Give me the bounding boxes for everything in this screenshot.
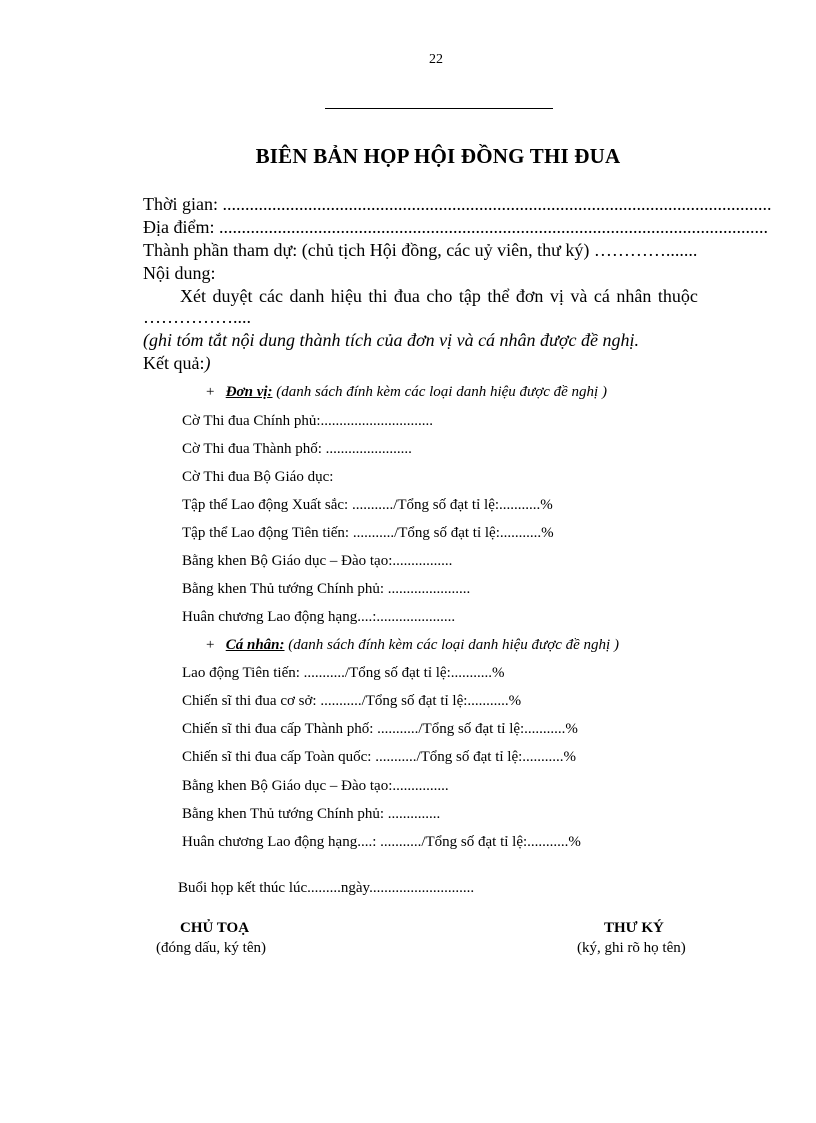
unit-note: (danh sách đính kèm các loại danh hiệu được đề nghị ) xyxy=(272,384,607,400)
unit-item: Huân chương Lao động hạng....:..................... xyxy=(182,609,456,625)
chair-note: (đóng dấu, ký tên) xyxy=(156,940,266,956)
result-paren: ) xyxy=(204,353,211,373)
individual-item: Bằng khen Bộ Giáo dục – Đào tạo:............... xyxy=(182,778,449,794)
place-line: Địa điểm: .......................................................................................................................... xyxy=(143,217,768,237)
summary-note: (ghi tóm tắt nội dung thành tích của đơn vị và cá nhân được đề nghị. xyxy=(143,330,639,350)
individual-item: Lao động Tiên tiến: .........../Tổng số đạt tỉ lệ:...........% xyxy=(182,665,505,681)
unit-heading: Đơn vị: xyxy=(225,384,273,400)
unit-section-heading xyxy=(206,384,607,401)
page-title: BIÊN BẢN HỌP HỘI ĐỒNG THI ĐUA xyxy=(255,144,621,168)
individual-item: Chiến sĩ thi đua cấp Thành phố: .........../Tổng số đạt tỉ lệ:...........% xyxy=(182,721,578,737)
secretary-note: (ký, ghi rõ họ tên) xyxy=(577,940,686,956)
review-dots: …………….... xyxy=(143,307,251,327)
closing-line: Buổi họp kết thúc lúc.........ngày............................ xyxy=(178,880,475,896)
individual-item: Bằng khen Thủ tướng Chính phủ: .............. xyxy=(182,806,441,822)
secretary-title: THƯ KÝ xyxy=(604,920,664,936)
unit-item: Cờ Thi đua Bộ Giáo dục: xyxy=(182,469,334,485)
result-label: Kết quả: xyxy=(143,353,205,373)
content-label: Nội dung: xyxy=(143,263,216,283)
unit-item: Bằng khen Thủ tướng Chính phủ: ...................... xyxy=(182,581,471,597)
unit-item: Cờ Thi đua Thành phố: ....................... xyxy=(182,441,412,457)
individual-item: Chiến sĩ thi đua cấp Toàn quốc: .........../Tổng số đạt tỉ lệ:...........% xyxy=(182,749,577,765)
individual-item: Huân chương Lao động hạng....: .........../Tổng số đạt tỉ lệ:...........% xyxy=(182,834,581,850)
individual-item: Chiến sĩ thi đua cơ sở: .........../Tổng số đạt tỉ lệ:...........% xyxy=(182,693,522,709)
result-line xyxy=(143,353,210,374)
unit-plus: + xyxy=(206,384,215,400)
chair-title: CHỦ TOẠ xyxy=(180,920,250,936)
page-number: 22 xyxy=(429,52,443,67)
unit-item: Tập thể Lao động Xuất sắc: .........../Tổng số đạt tỉ lệ:...........% xyxy=(182,497,553,513)
individual-section-heading xyxy=(206,637,619,654)
individual-note: (danh sách đính kèm các loại danh hiệu được đề nghị ) xyxy=(284,637,619,653)
individual-plus: + xyxy=(206,637,215,653)
participants-line: Thành phần tham dự: (chủ tịch Hội đồng, các uỷ viên, thư ký) …………....... xyxy=(143,240,698,260)
unit-item: Bằng khen Bộ Giáo dục – Đào tạo:................ xyxy=(182,553,453,569)
time-line: Thời gian: .......................................................................................................................... xyxy=(143,194,772,214)
individual-heading: Cá nhân: xyxy=(225,637,285,653)
unit-item: Cờ Thi đua Chính phủ:.............................. xyxy=(182,413,433,429)
unit-item: Tập thể Lao động Tiên tiến: .........../Tổng số đạt tỉ lệ:...........% xyxy=(182,525,554,541)
review-line: Xét duyệt các danh hiệu thi đua cho tập thể đơn vị và cá nhân thuộc xyxy=(180,286,698,306)
title-rule xyxy=(325,108,553,109)
